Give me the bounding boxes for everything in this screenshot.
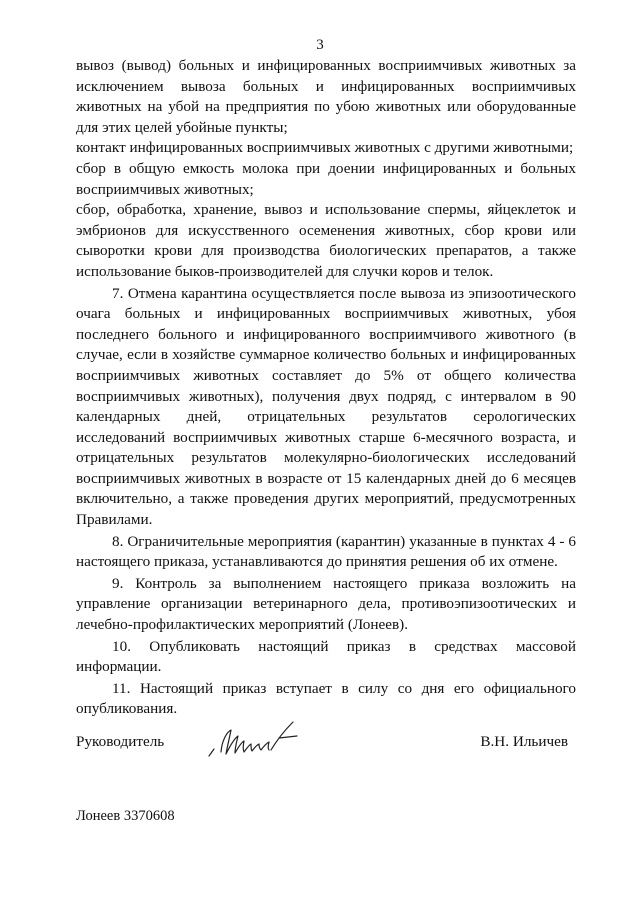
paragraph-item-8: 8. Ограничительные мероприятия (карантин) указанные в пунктах 4 - 6 настоящего приказа, устанавливаются до принятия решения об их отмене. [76,532,576,571]
signatory-name: В.Н. Ильичев [480,733,568,750]
executor-contact: Лонеев 3370608 [76,808,175,824]
paragraph-milk-collection: сбор в общую емкость молока при доении инфицированных и больных восприимчивых животных; [76,159,576,198]
paragraph-removal-of-animals: вывоз (вывод) больных и инфицированных восприимчивых животных за исключением вывоза больных и инфицированных восприимчивых животных на убой на предприятия по убою животных или оборудованные для этих целей убойные пункты; [76,57,576,136]
paragraph-contact: контакт инфицированных восприимчивых животных с другими животными; [76,139,574,157]
document-body [76,56,576,720]
signature-role: Руководитель [76,733,165,750]
paragraph-item-10: 10. Опубликовать настоящий приказ в средствах массовой информации. [76,637,576,676]
paragraph-item-9: 9. Контроль за выполнением настоящего приказа возложить на управление организации ветеринарного дела, противоэпизоотических и лечебно-профилактических мероприятий (Лонеев). [76,574,576,634]
page-number: 3 [316,37,324,53]
paragraph-sperm-handling: сбор, обработка, хранение, вывоз и использование спермы, яйцеклеток и эмбрионов для искусственного осеменения животных, сбор крови или сыворотки крови для производства биологических препаратов, а также использование быков-производителей для случки коров и телок. [76,201,576,280]
handwritten-signature [205,716,315,762]
paragraph-item-11: 11. Настоящий приказ вступает в силу со дня его официального опубликования. [76,679,576,718]
paragraph-item-7: 7. Отмена карантина осуществляется после вывоза из эпизоотического очага больных и инфицированных восприимчивых животных, убоя последнего больного и инфицированного восприимчивого животного (в случае, если в хозяйстве суммарное количество больных и инфицированных восприимчивых животных составляет до 5% от общего количества восприимчивых животных), получения двух подряд, с интервалом в 90 календарных дней, отрицательных результатов серологических исследований восприимчивых животных старше 6-месячного возраста, и отрицательных результатов молекулярно-биологических исследований восприимчивых животных в возрасте от 15 календарных дней до 6 месяцев включительно, а также проведения других мероприятий, предусмотренных Правилами. [76,284,576,529]
